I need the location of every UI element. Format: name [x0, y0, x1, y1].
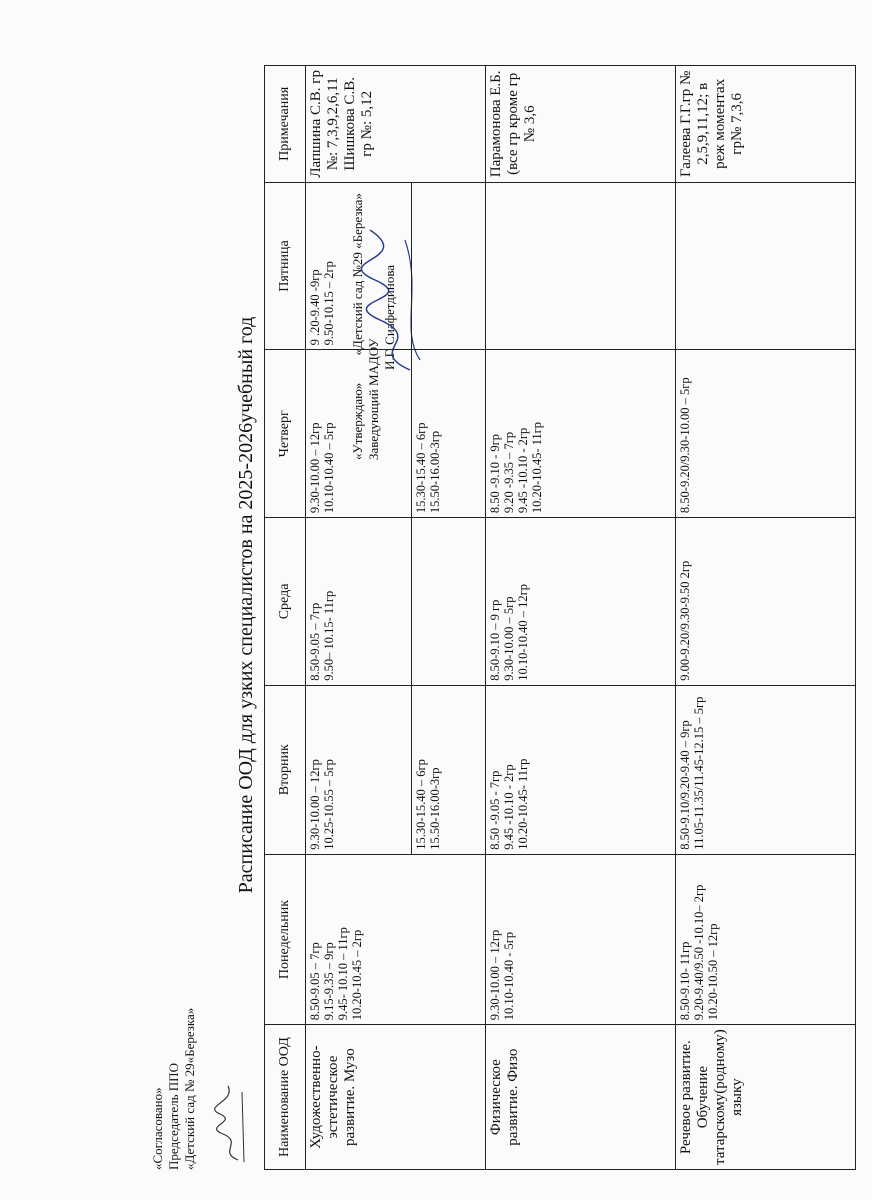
row-name: Художественно-эстетическое развитие. Музо [306, 1025, 486, 1170]
table-row-speech [676, 66, 856, 1170]
time-entry: 9.30-10.00 – 5гр [502, 596, 516, 681]
time-entry: 10.10-10.40 - 5гр [502, 931, 516, 1021]
thursday-morning [306, 350, 412, 517]
schedule-table [264, 65, 856, 1170]
chair-label: Председатель ППО [166, 1063, 181, 1170]
header-friday: Пятница [265, 182, 306, 350]
time-entry: 9.50– 10.15- 11гр [322, 590, 336, 681]
time-entry: 15.30-15.40 – 6гр [414, 422, 428, 514]
table-row-pe [486, 66, 676, 1170]
time-entry: 8.50 -9.05 - 7гр [488, 770, 502, 850]
header-name: Наименование ООД [265, 1025, 306, 1170]
cell-monday [676, 854, 856, 1025]
time-entry: 8.50-9.20/9.30-10.00 – 5гр [678, 377, 692, 514]
time-entry: 10.10-10.40 – 12гр [516, 584, 530, 681]
row-name: Речевое развитие. Обучение татарскому(родному) языку [676, 1025, 856, 1170]
head-label: Заведующий МАДОУ [366, 338, 381, 460]
header-notes: Примечания [265, 66, 306, 183]
signer-label: И.Г. Сиафетдинова [382, 264, 397, 370]
time-entry: 9.30-10.00 – 12гр [488, 929, 502, 1021]
tuesday-morning [306, 686, 412, 854]
header-row [265, 66, 306, 1170]
cell-thursday [306, 350, 486, 518]
cell-wednesday [306, 518, 486, 686]
time-entry: 15.30-15.40 – 6гр [414, 759, 428, 850]
time-entry: 9.30-10.00 – 12гр [308, 759, 322, 850]
time-entry: 9.30-10.00 – 12гр [308, 422, 322, 514]
thursday-evening [412, 350, 484, 517]
cell-wednesday [486, 518, 676, 686]
table-row-music [306, 66, 486, 1170]
time-entry: 9.15-9.35 – 9гр [322, 942, 336, 1021]
cell-thursday [486, 350, 676, 518]
rotated-document [20, 30, 840, 1180]
cell-notes: Лапшина С.В. гр №: 7,3,9,2,6,11 Шишкова С.В. гр №: 5,12 [306, 66, 486, 183]
time-entry: 9.20-9.40/9.50 -10.10– 2гр [692, 884, 706, 1021]
cell-tuesday [486, 685, 676, 854]
cell-tuesday [676, 685, 856, 854]
time-entry: 9.00-9.20/9.30-9.50 2гр [678, 560, 692, 681]
kindergarten-label: «Детский сад № 29«Березка» [182, 1007, 197, 1170]
wednesday-morning [306, 518, 412, 685]
header-wednesday: Среда [265, 518, 306, 686]
row-name: Физическое развитие. Физо [486, 1025, 676, 1170]
cell-wednesday [676, 518, 856, 686]
cell-friday [486, 182, 676, 350]
cell-tuesday [306, 685, 486, 854]
cell-friday [676, 182, 856, 350]
time-entry: 9.20 -9.35 – 7гр [502, 431, 516, 514]
agreed-label: «Согласовано» [150, 1087, 165, 1170]
time-entry: 8.50-9.05 – 7гр [308, 602, 322, 681]
time-entry: 10.20-10.45- 11гр [530, 421, 544, 514]
time-entry: 11.05-11.35/11.45-12.15 – 5гр [692, 696, 706, 850]
cell-thursday [676, 350, 856, 518]
kindergarten-right-label: «Детский сад №29 «Березка» [350, 193, 365, 356]
time-entry: 9.45 -10.10 - 2гр [502, 764, 516, 850]
time-entry: 8.50-9.10- 11гр [678, 941, 692, 1021]
approval-left-block [150, 1008, 198, 1170]
time-entry: 9.45 -10.10 - 2гр [516, 427, 530, 514]
tuesday-evening [412, 686, 484, 854]
friday-morning [306, 183, 412, 350]
cell-notes: Парамонова Е.Б. (все гр кроме гр № 3,6 [486, 66, 676, 183]
time-entry: 8.50-9.10 – 9 гр [488, 599, 502, 681]
time-entry: 9.50-10.15 – 2гр [322, 261, 336, 346]
time-entry: 15.50-16.00-3гр [428, 767, 442, 850]
time-entry: 15.50-16.00-3гр [428, 430, 442, 514]
header-monday: Понедельник [265, 854, 306, 1025]
time-entry: 8.50-9.10/9.20-9.40 – 9гр [678, 720, 692, 850]
time-entry: 8.50-9.05 – 7гр [308, 942, 322, 1021]
header-tuesday: Вторник [265, 685, 306, 854]
cell-monday [306, 854, 486, 1025]
approved-label: «Утверждаю» [350, 382, 365, 460]
time-entry: 10.20-10.45 – 2гр [350, 929, 364, 1021]
time-entry: 10.20-10.45- 11гр [516, 758, 530, 850]
time-entry: 9 .20-9.40 -9гр [308, 269, 322, 346]
time-entry: 10.25-10.55 – 5гр [322, 759, 336, 850]
time-entry: 8.50 -9.10 - 9гр [488, 434, 502, 514]
time-entry: 10.20-10.50 – 12гр [706, 923, 720, 1021]
cell-notes: Галеева Г.Г.гр № 2,5,9,11,12; в реж моментах гр№ 7,3,6 [676, 66, 856, 183]
document-title: Расписание ООД для узких специалистов на 2025-2026учебный год [235, 316, 257, 894]
time-entry: 9.45- 10.10 – 11гр [336, 927, 350, 1021]
cell-friday [306, 182, 486, 350]
time-entry: 10.10-10.40 – 5гр [322, 422, 336, 514]
header-thursday: Четверг [265, 350, 306, 518]
wednesday-evening [412, 518, 484, 685]
cell-monday [486, 854, 676, 1025]
friday-evening [412, 183, 484, 350]
